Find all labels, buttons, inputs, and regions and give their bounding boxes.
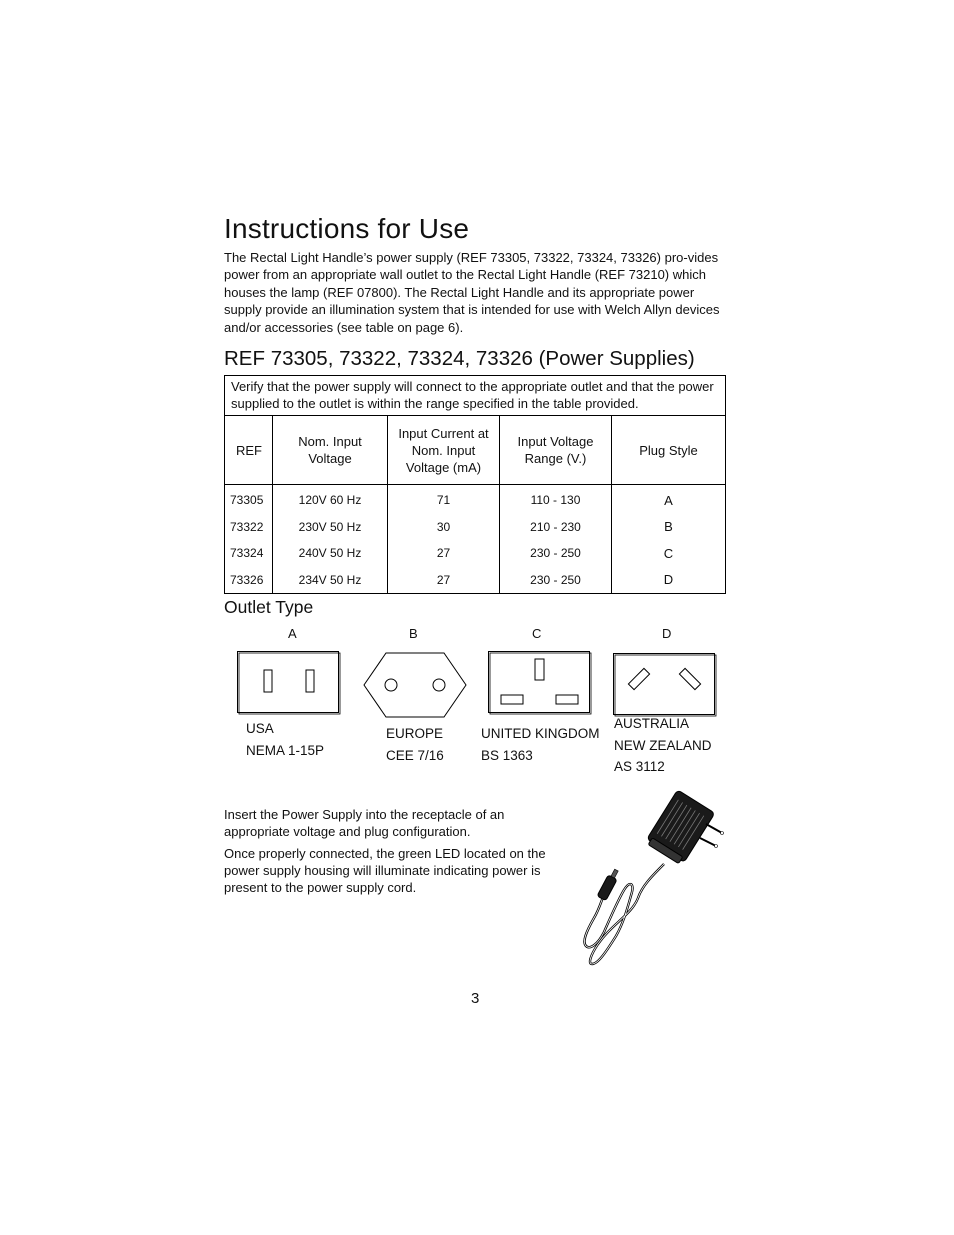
table-header-cell: Input Voltage Range (V.) bbox=[500, 416, 612, 485]
outlet-type-heading: Outlet Type bbox=[224, 597, 314, 617]
section-heading: REF 73305, 73322, 73324, 73326 (Power Supplies) bbox=[224, 347, 695, 370]
intro-paragraph: The Rectal Light Handle’s power supply (REF 73305, 73322, 73324, 73326) pro-vides power from an appropriate wall outlet to the Rectal Light Handle (REF 73210) which houses the lamp (REF 07800). The Rectal Light Handle and its appropriate power supply provide an illumination system that is intended for use with Welch Allyn devices and/or accessories (see table on page 6). bbox=[224, 250, 720, 335]
outlet-letter: B bbox=[409, 626, 418, 641]
table-cell: 30 bbox=[388, 514, 500, 541]
table-row bbox=[225, 485, 726, 514]
table-cell: 73326 bbox=[225, 567, 273, 594]
page-number: 3 bbox=[471, 990, 480, 1007]
europe-outlet-icon bbox=[362, 652, 468, 718]
table-cell: D bbox=[612, 567, 726, 594]
instruction-paragraph: Once properly connected, the green LED located on the power supply housing will illuminate indicating power is present to the power supply cord. bbox=[224, 846, 546, 896]
table-cell: 120V 60 Hz bbox=[273, 485, 388, 514]
table-cell: 27 bbox=[388, 567, 500, 594]
caption-line: UNITED KINGDOM bbox=[481, 726, 600, 741]
table-header-cell: REF bbox=[225, 416, 273, 485]
caption-line: BS 1363 bbox=[481, 748, 533, 763]
table-header-cell: Nom. Input Voltage bbox=[273, 416, 388, 485]
table-cell: 110 - 130 bbox=[500, 485, 612, 514]
outlet-letter: C bbox=[532, 626, 542, 641]
caption-line: NEMA 1-15P bbox=[246, 743, 325, 758]
table-cell: 73305 bbox=[225, 485, 273, 514]
table-cell: 230V 50 Hz bbox=[273, 514, 388, 541]
caption-line: NEW ZEALAND bbox=[614, 737, 712, 753]
page-title: Instructions for Use bbox=[224, 213, 470, 244]
table-cell: 230 - 250 bbox=[500, 567, 612, 594]
outlet-letter: A bbox=[288, 626, 297, 641]
uk-outlet-icon bbox=[487, 650, 593, 716]
table-cell: C bbox=[612, 540, 726, 567]
usa-outlet-icon bbox=[236, 650, 342, 716]
outlet-caption-usa bbox=[246, 718, 324, 762]
australia-outlet-icon bbox=[612, 652, 718, 718]
outlet-letter: D bbox=[662, 626, 672, 641]
power-supply-adapter-icon bbox=[572, 786, 732, 968]
power-supply-table bbox=[224, 375, 726, 594]
instruction-paragraph: Insert the Power Supply into the receptacle of an appropriate voltage and plug configuration. bbox=[224, 807, 505, 840]
table-cell: 27 bbox=[388, 540, 500, 567]
caption-line: EUROPE bbox=[386, 726, 444, 741]
table-cell: 73322 bbox=[225, 514, 273, 541]
caption-line: CEE 7/16 bbox=[386, 748, 444, 763]
table-row bbox=[225, 514, 726, 541]
caption-line: AS 3112 bbox=[614, 759, 665, 774]
outlet-caption-uk bbox=[481, 723, 600, 767]
table-header-cell: Input Current at Nom. Input Voltage (mA) bbox=[388, 416, 500, 485]
table-row bbox=[225, 567, 726, 594]
table-header-row bbox=[225, 416, 726, 485]
table-cell: A bbox=[612, 485, 726, 514]
outlet-caption-europe bbox=[386, 723, 444, 767]
table-cell: 210 - 230 bbox=[500, 514, 612, 541]
table-cell: 73324 bbox=[225, 540, 273, 567]
caption-line: AUSTRALIA bbox=[614, 716, 690, 731]
table-cell: B bbox=[612, 514, 726, 541]
outlet-caption-australia bbox=[614, 713, 712, 778]
table-cell: 230 - 250 bbox=[500, 540, 612, 567]
table-cell: 240V 50 Hz bbox=[273, 540, 388, 567]
table-row bbox=[225, 540, 726, 567]
table-header-cell: Plug Style bbox=[612, 416, 726, 485]
table-note: Verify that the power supply will connect to the appropriate outlet and that the power supplied to the outlet is within the range specified in the table provided. bbox=[225, 376, 726, 416]
table-cell: 234V 50 Hz bbox=[273, 567, 388, 594]
table-cell: 71 bbox=[388, 485, 500, 514]
caption-line: USA bbox=[246, 721, 274, 736]
